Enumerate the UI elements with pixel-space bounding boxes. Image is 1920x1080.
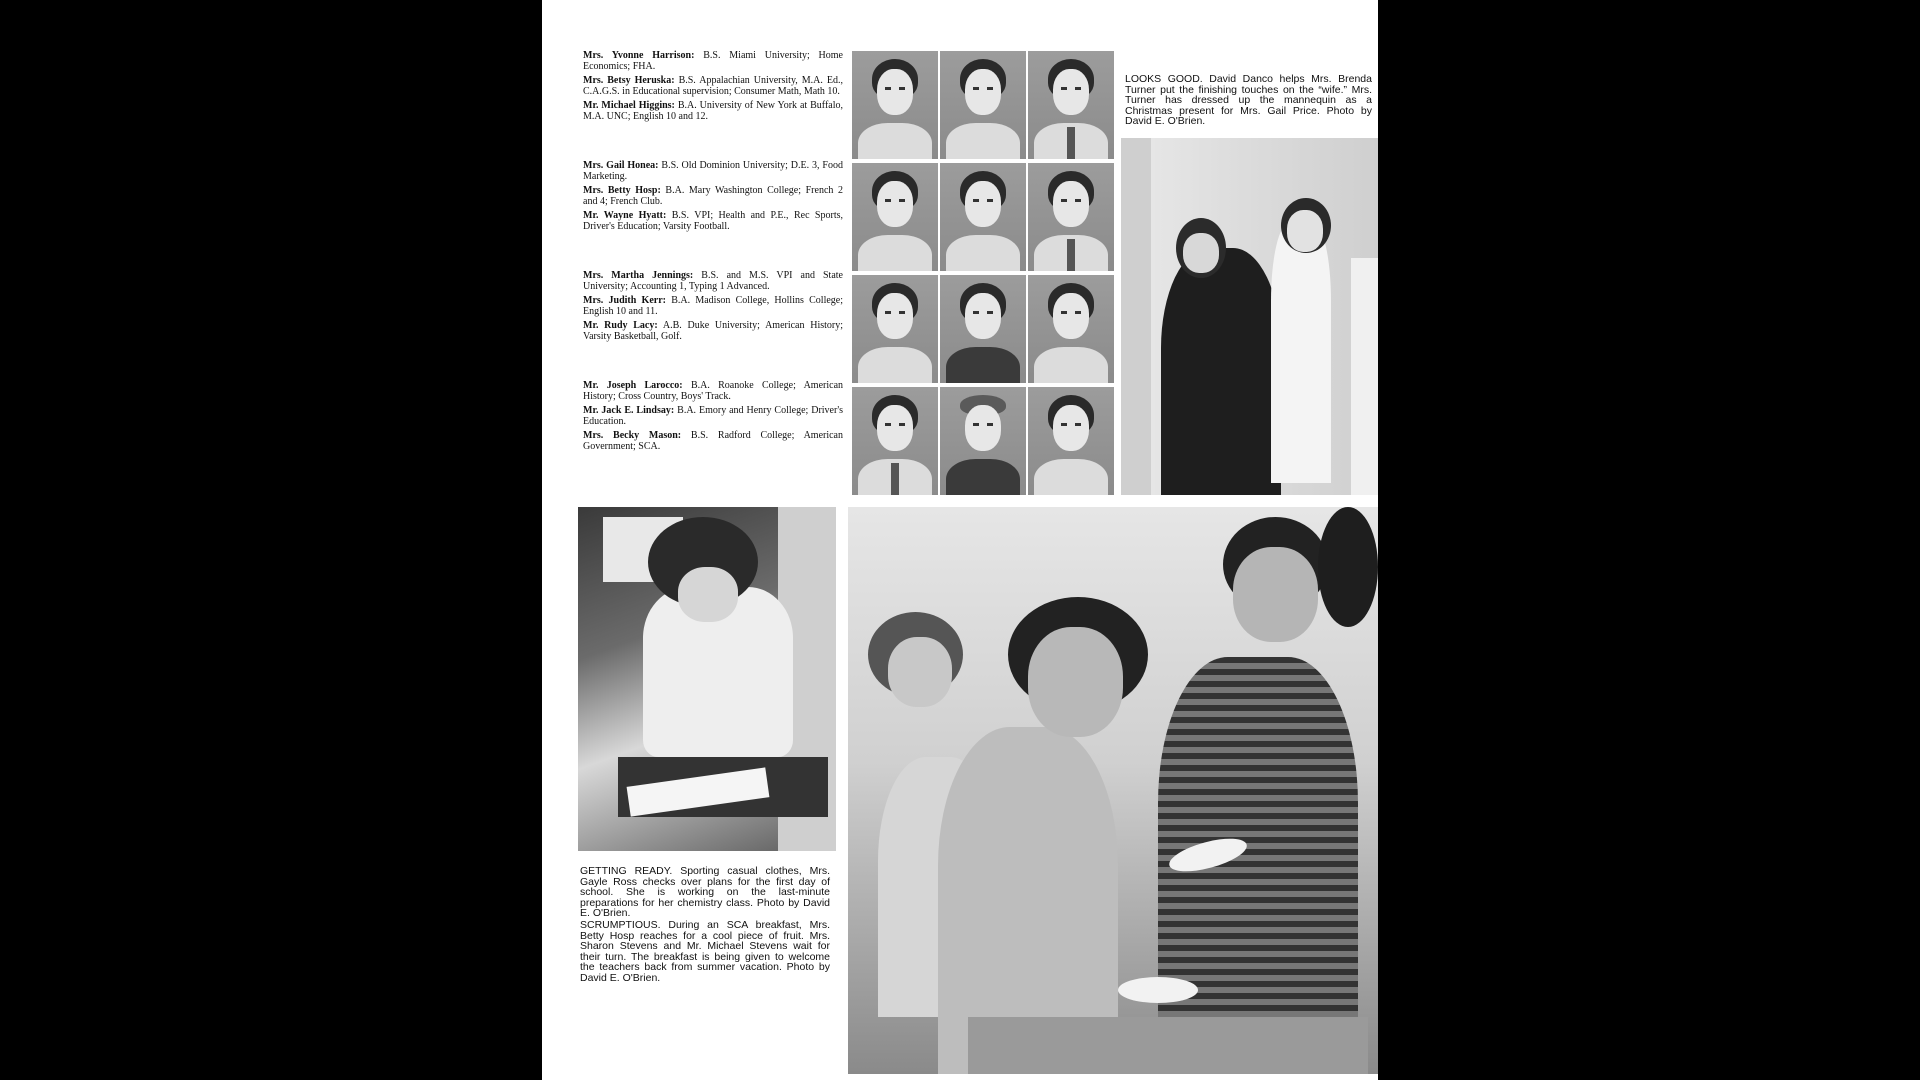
portrait-photo [940, 387, 1026, 495]
bio-entry [583, 51, 843, 72]
bio-name: Mrs. Betsy Heruska: [583, 75, 675, 86]
bio-entry [583, 271, 843, 292]
bio-entry [583, 101, 843, 122]
bio-text: B.S. Appalachian University, M.A. Ed., C.A.G.S. in Educational supervision; Consumer Math, Math 10. [583, 75, 843, 97]
bio-name: Mr. Jack E. Lindsay: [583, 405, 675, 416]
bio-entry [583, 296, 843, 317]
portrait-photo [940, 163, 1026, 271]
bio-text: A.B. Duke University; American History; Varsity Basketball, Golf. [583, 320, 843, 342]
bio-entry [583, 186, 843, 207]
portrait-photo [852, 387, 938, 495]
portrait-photo [1028, 163, 1114, 271]
bio-text: B.A. Mary Washington College; French 2 and 4; French Club. [583, 185, 843, 207]
bio-group-1 [583, 51, 843, 126]
bio-text: B.S. Radford College; American Government; SCA. [583, 430, 843, 452]
caption-getting-ready: GETTING READY. Sporting casual clothes, Mrs. Gayle Ross checks over plans for the first day of school. She is working on the last-minute preparations for her chemistry class. Photo by David E. O'Brien. [580, 865, 830, 919]
portrait-photo [852, 51, 938, 159]
bio-text: B.A. University of New York at Buffalo, M.A. UNC; English 10 and 12. [583, 100, 844, 122]
bio-entry [583, 431, 843, 452]
bio-entry [583, 161, 843, 182]
portrait-grid [852, 51, 1116, 495]
portrait-photo [1028, 51, 1114, 159]
portrait-photo [852, 275, 938, 383]
bio-name: Mrs. Judith Kerr: [583, 295, 666, 306]
bio-text: B.S. and M.S. VPI and State University; Accounting 1, Typing 1 Advanced. [583, 270, 843, 292]
bio-name: Mrs. Martha Jennings: [583, 270, 694, 281]
portrait-photo [1028, 275, 1114, 383]
mannequin-photo [1121, 138, 1378, 495]
bio-group-2 [583, 161, 843, 236]
breakfast-photo [848, 507, 1378, 1074]
bio-text: B.A. Madison College, Hollins College; English 10 and 11. [583, 295, 843, 317]
bio-entry [583, 76, 843, 97]
bio-name: Mrs. Yvonne Harrison: [583, 50, 695, 61]
portrait-photo [1028, 387, 1114, 495]
bio-name: Mr. Joseph Larocco: [583, 380, 683, 391]
bio-text: B.S. Old Dominion University; D.E. 3, Food Marketing. [583, 160, 843, 182]
bio-name: Mr. Wayne Hyatt: [583, 210, 667, 221]
bio-entry [583, 321, 843, 342]
portrait-photo [940, 275, 1026, 383]
bio-text: B.S. VPI; Health and P.E., Rec Sports, Driver's Education; Varsity Football. [583, 210, 843, 232]
bio-text: B.S. Miami University; Home Economics; FHA. [583, 50, 843, 72]
bio-group-3 [583, 271, 843, 346]
bio-entry [583, 381, 843, 402]
bio-name: Mr. Rudy Lacy: [583, 320, 658, 331]
bio-group-4 [583, 381, 843, 456]
caption-scrumptious: SCRUMPTIOUS. During an SCA breakfast, Mrs. Betty Hosp reaches for a cool piece of fruit. Mrs. Sharon Stevens and Mr. Michael Stevens wait for their turn. The breakfast is being given to welcome the teachers back from summer vacation. Photo by David E. O'Brien. [580, 919, 830, 984]
caption-looks-good: LOOKS GOOD. David Danco helps Mrs. Brenda Turner put the finishing touches on the “wife.” Mrs. Turner has dressed up the mannequin as a Christmas present for Mrs. Gail Price. Photo by David E. O'Brien. [1125, 73, 1372, 127]
portrait-photo [852, 163, 938, 271]
yearbook-page [542, 0, 1378, 1080]
bio-name: Mrs. Betty Hosp: [583, 185, 661, 196]
study-photo [578, 507, 836, 851]
bio-entry [583, 211, 843, 232]
bio-name: Mrs. Becky Mason: [583, 430, 682, 441]
portrait-photo [940, 51, 1026, 159]
bio-name: Mrs. Gail Honea: [583, 160, 659, 171]
bio-text: B.A. Emory and Henry College; Driver's Education. [583, 405, 844, 427]
bio-text: B.A. Roanoke College; American History; Cross Country, Boys' Track. [583, 380, 844, 402]
bio-entry [583, 406, 843, 427]
bio-name: Mr. Michael Higgins: [583, 100, 675, 111]
